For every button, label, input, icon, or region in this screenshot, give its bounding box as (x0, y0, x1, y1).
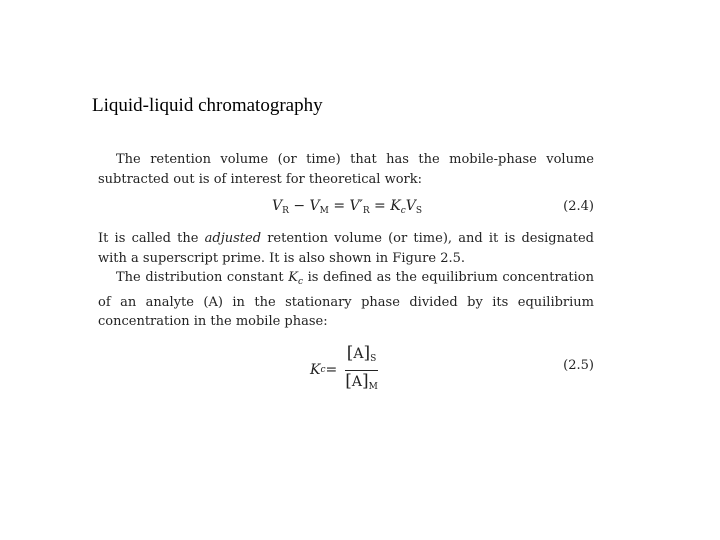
para2-text-a: It is called the (98, 231, 205, 246)
para3-text-b: is defined as the equilibrium concentration of an analyte (A) in the stationary phase divided by its equilibrium concentration in the mobile phase: (98, 270, 594, 329)
equation-number-2-5: (2.5) (563, 357, 594, 373)
eq-operator-equals: = (328, 198, 350, 214)
para3-text-a: The distribution constant (116, 270, 289, 285)
eq-sub-r: R (282, 206, 289, 216)
eq-sub-c: c (400, 206, 406, 216)
eq-symbol-v: V (309, 198, 320, 214)
para3-symbol-k: K (288, 270, 298, 285)
analyte-a: A (353, 345, 364, 362)
bracket-open: [ (345, 371, 352, 391)
analyte-a: A (351, 374, 363, 390)
eq-symbol-v-prime: V′ (349, 198, 363, 214)
paragraph-adjusted-retention (98, 229, 594, 268)
eq-operator-equals: = (325, 361, 338, 378)
eq-symbol-k: K (390, 198, 401, 214)
eq-symbol-k: K (310, 361, 321, 378)
eq-sub-r: R (362, 206, 370, 216)
equation-2-4 (98, 189, 594, 229)
eq-sub-m: M (319, 206, 329, 216)
slide-title: Liquid-liquid chromatography (92, 95, 323, 116)
para2-emphasis: adjusted (204, 231, 262, 246)
textbook-excerpt (98, 150, 594, 398)
bracket-close: ] (363, 342, 371, 363)
paragraph-distribution-constant (98, 268, 594, 332)
fraction (343, 344, 380, 398)
paragraph-retention-volume: The retention volume (or time) that has the mobile-phase volume subtracted out is of interest for theoretical work: (98, 152, 594, 187)
eq-operator-minus: − (288, 198, 310, 214)
eq-sub-c: c (320, 364, 326, 375)
equation-number-2-4: (2.4) (563, 199, 594, 214)
eq-symbol-v: V (405, 198, 416, 214)
fraction-numerator (345, 344, 379, 372)
fraction-denominator (343, 371, 380, 398)
sub-m: M (368, 382, 378, 392)
para2-text-b: retention volume (or time), and it is designated with a superscript prime. It is also shown in Figure 2.5. (98, 231, 594, 266)
equation-2-5-body (310, 344, 380, 398)
equation-2-4-body (272, 197, 422, 222)
eq-operator-equals: = (369, 198, 391, 214)
equation-2-5 (98, 342, 594, 398)
eq-symbol-v: V (272, 198, 283, 214)
sub-s: S (370, 353, 377, 364)
para3-sub-c: c (297, 277, 304, 287)
bracket-open: [ (346, 342, 354, 363)
bracket-close: ] (362, 371, 369, 391)
eq-sub-s: S (415, 206, 423, 216)
